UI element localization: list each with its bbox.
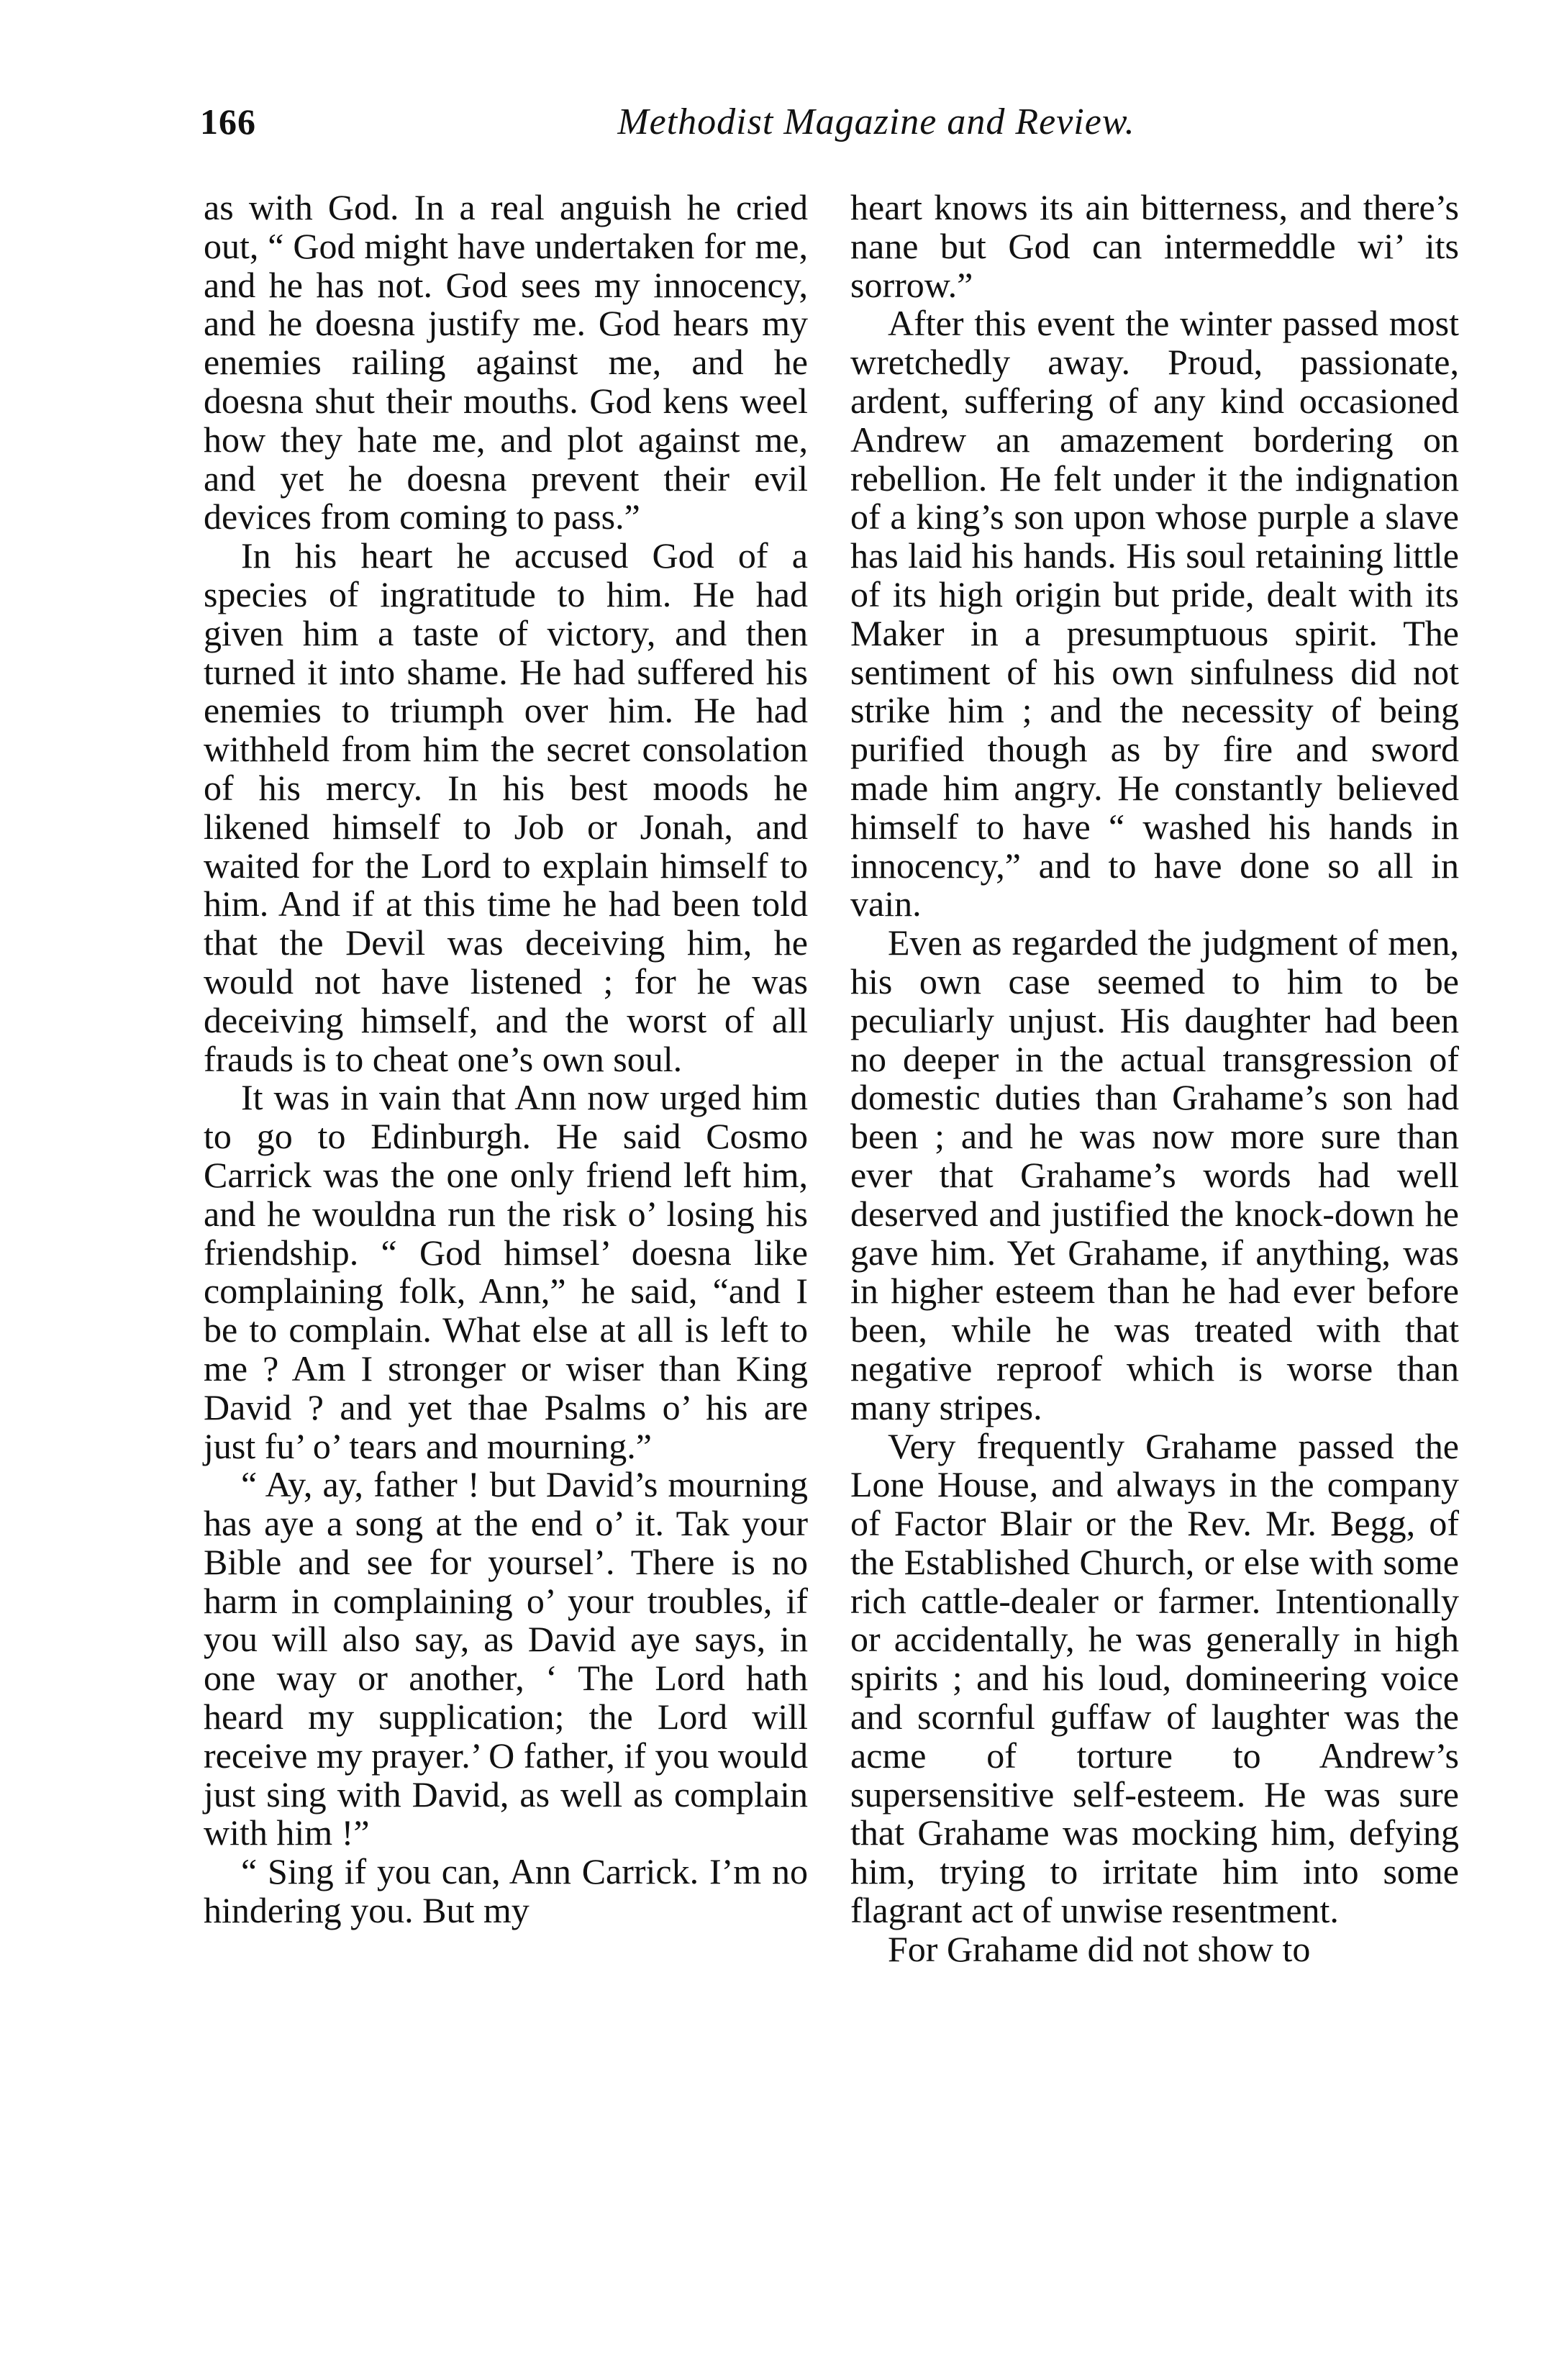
left-column	[204, 189, 808, 1930]
paragraph: After this event the winter passed most wretchedly away. Proud, passionate, ardent, suffering of any kind occasioned Andrew an amazement bordering on rebellion. He felt under it the indignation of a king’s son upon whose purple a slave has laid his hands. His soul retaining little of its high origin but pride, dealt with its Maker in a presumptuous spirit. The sentiment of his own sinfulness did not strike him ; and the necessity of being purified though as by fire and sword made him angry. He constantly believed himself to have “ washed his hands in innocency,” and to have done so all in vain.	[850, 303, 1459, 925]
paragraph: heart knows its ain bitterness, and there’s nane but God can intermeddle wi’ its sorrow.”	[850, 187, 1459, 305]
paragraph: It was in vain that Ann now urged him to go to Edinburgh. He said Cosmo Carrick was the one only friend left him, and he wouldna run the risk o’ losing his friendship. “ God himsel’ doesna like complaining folk, Ann,” he said, “and I be to complain. What else at all is left to me ? Am I stronger or wiser than King David ? and yet thae Psalms o’ his are just fu’ o’ tears and mourning.”	[204, 1077, 808, 1466]
paragraph: Very frequently Grahame passed the Lone House, and always in the company of Factor Blair or the Rev. Mr. Begg, of the Established Church, or else with some rich cattle-dealer or farmer. Intentionally or accidentally, he was generally in high spirits ; and his loud, domineering voice and scornful guffaw of laughter was the acme of torture to Andrew’s supersensitive self-esteem. He was sure that Grahame was mocking him, defying him, trying to irritate him into some flagrant act of unwise resentment.	[850, 1425, 1459, 1931]
page-header	[200, 101, 1473, 151]
paragraph: In his heart he accused God of a species of ingratitude to him. He had given him a taste of victory, and then turned it into shame. He had suffered his enemies to triumph over him. He had withheld from him the secret consolation of his mercy. In his best moods he likened himself to Job or Jonah, and waited for the Lord to explain himself to him. And if at this time he had been told that the Devil was deceiving him, he would not have listened ; for he was deceiving himself, and the worst of all frauds is to cheat one’s own soul.	[204, 535, 808, 1079]
right-column	[850, 189, 1459, 1969]
paragraph: Even as regarded the judgment of men, his own case seemed to him to be peculiarly unjust. His daughter had been no deeper in the actual transgression of domestic duties than Grahame’s son had been ; and he was now more sure than ever that Grahame’s words had well deserved and justified the knock-down he gave him. Yet Grahame, if anything, was in higher esteem than he had ever before been, while he was treated with that negative reproof which is worse than many stripes.	[850, 922, 1459, 1427]
paragraph: “ Sing if you can, Ann Carrick. I’m no hindering you. But my	[204, 1851, 808, 1931]
paragraph: “ Ay, ay, father ! but David’s mourning has aye a song at the end o’ it. Tak your Bible and see for yoursel’. There is no harm in complaining o’ your troubles, if you will also say, as David aye says, in one way or another, ‘ The Lord hath heard my supplication; the Lord will receive my prayer.’ O father, if you would just sing with David, as well as complain with him !”	[204, 1464, 808, 1853]
paragraph: For Grahame did not show to	[888, 1928, 1311, 1969]
page-number: 166	[200, 101, 256, 142]
running-title: Methodist Magazine and Review.	[617, 101, 1135, 142]
paragraph: as with God. In a real anguish he cried out, “ God might have undertaken for me, and he has not. God sees my innocency, and he doesna justify me. God hears my enemies railing against me, and he doesna shut their mouths. God kens weel how they hate me, and plot against me, and yet he doesna prevent their evil devices from coming to pass.”	[204, 187, 808, 537]
